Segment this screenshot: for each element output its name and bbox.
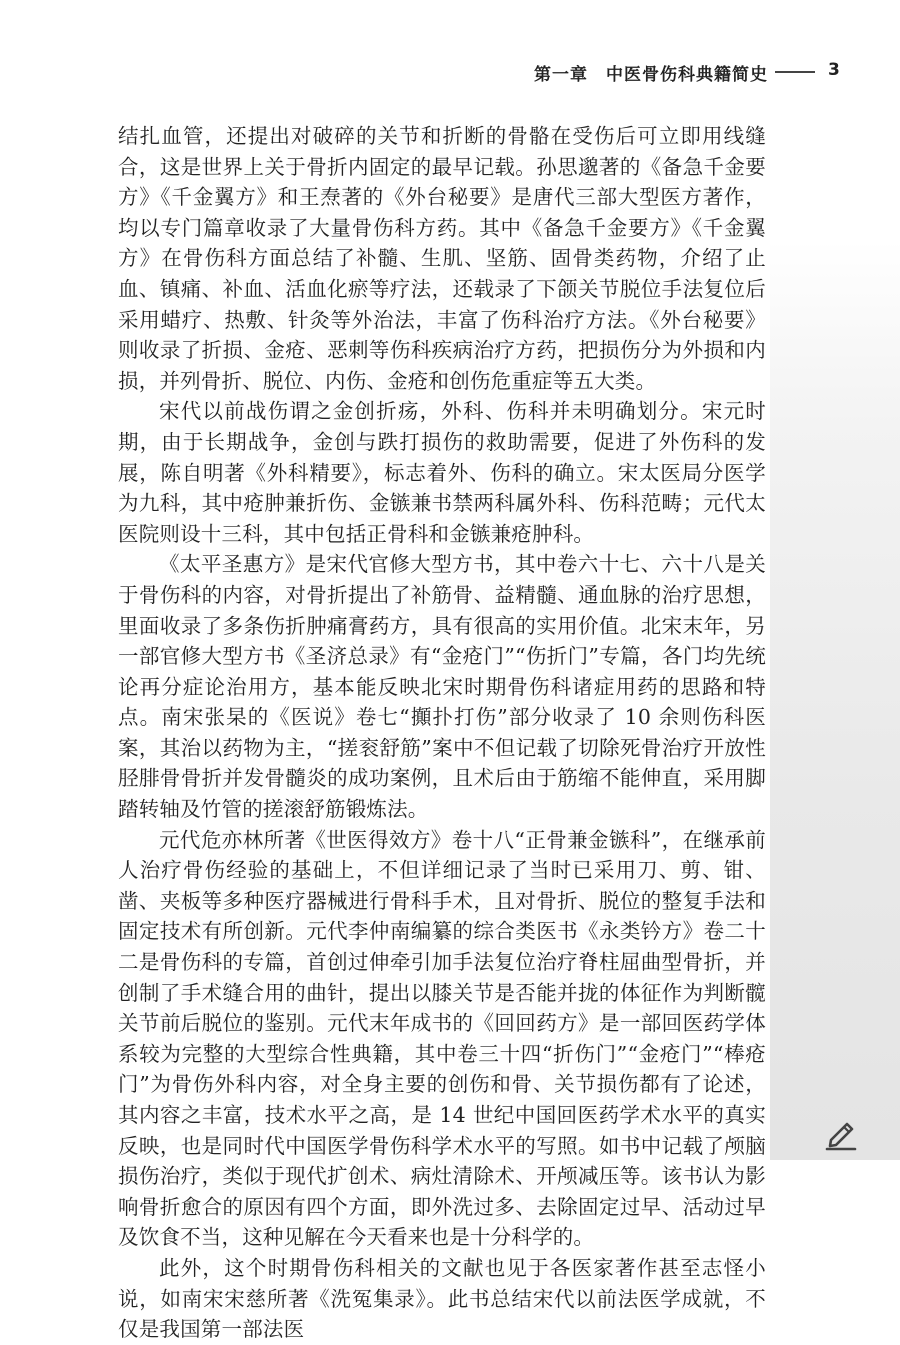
page-number: 3 <box>828 60 840 80</box>
chapter-title: 第一章 中医骨伤科典籍简史 <box>534 65 768 85</box>
body-text <box>118 121 766 1345</box>
pencil-icon <box>823 1115 859 1151</box>
paragraph-2: 宋代以前战伤谓之金创折疡，外科、伤科并未明确划分。宋元时期，由于长期战争，金创与跌打损伤的救助需要，促进了外伤科的发展，陈自明著《外科精要》，标志着外、伤科的确立。宋太医局分医学为九科，其中疮肿兼折伤、金镞兼书禁两科属外科、伤科范畴；元代太医院则设十三科，其中包括正骨科和金镞兼疮肿科。 <box>118 399 766 546</box>
header-rule <box>775 71 815 73</box>
running-header <box>0 58 900 88</box>
paragraph-1: 结扎血管，还提出对破碎的关节和折断的骨骼在受伤后可立即用线缝合，这是世界上关于骨折内固定的最早记载。孙思邈著的《备急千金要方》《千金翼方》和王焘著的《外台秘要》是唐代三部大型医方著作，均以专门篇章收录了大量骨伤科方药。其中《备急千金要方》《千金翼方》在骨伤科方面总结了补髓、生肌、坚筋、固骨类药物，介绍了止血、镇痛、补血、活血化瘀等疗法，还载录了下颌关节脱位手法复位后采用蜡疗、热敷、针灸等外治法，丰富了伤科治疗方法。《外台秘要》则收录了折损、金疮、恶刺等伤科疾病治疗方药，把损伤分为外损和内损，并列骨折、脱位、内伤、金疮和创伤危重症等五大类。 <box>118 124 766 393</box>
margin-shading <box>770 240 900 1160</box>
paragraph-4: 元代危亦林所著《世医得效方》卷十八“正骨兼金镞科”，在继承前人治疗骨伤经验的基础上，不但详细记录了当时已采用刀、剪、钳、凿、夹板等多种医疗器械进行骨科手术，且对骨折、脱位的整复手法和固定技术有所创新。元代李仲南编纂的综合类医书《永类钤方》卷二十二是骨伤科的专篇，首创过伸牵引加手法复位治疗脊柱屈曲型骨折，并创制了手术缝合用的曲针，提出以膝关节是否能并拢的体征作为判断髋关节前后脱位的鉴别。元代末年成书的《回回药方》是一部回医药学体系较为完整的大型综合性典籍，其中卷三十四“折伤门”“金疮门”“棒疮门”为骨伤外科内容，对全身主要的创伤和骨、关节损伤都有了论述，其内容之丰富，技术水平之高，是 14 世纪中国回医药学术水平的真实反映，也是同时代中国医学骨伤科学术水平的写照。如书中记载了颅脑损伤治疗，类似于现代扩创术、病灶清除术、开颅减压等。该书认为影响骨折愈合的原因有四个方面，即外洗过多、去除固定过早、活动过早及饮食不当，这种见解在今天看来也是十分科学的。 <box>118 827 766 1250</box>
paragraph-3: 《太平圣惠方》是宋代官修大型方书，其中卷六十七、六十八是关于骨伤科的内容，对骨折提出了补筋骨、益精髓、通血脉的治疗思想，里面收录了多条伤折肿痛膏药方，具有很高的实用价值。北宋末年，另一部官修大型方书《圣济总录》有“金疮门”“伤折门”专篇，各门均先统论再分症论治用方，基本能反映北宋时期骨伤科诸症用药的思路和特点。南宋张杲的《医说》卷七“攧扑打伤”部分收录了 10 余则伤科医案，其治以药物为主，“搓衮舒筋”案中不但记载了切除死骨治疗开放性胫腓骨骨折并发骨髓炎的成功案例，且术后由于筋缩不能伸直，采用脚踏转轴及竹管的搓滚舒筋锻炼法。 <box>118 552 766 822</box>
paragraph-5: 此外，这个时期骨伤科相关的文献也见于各医家著作甚至志怪小说，如南宋宋慈所著《洗冤集录》。此书总结宋代以前法医学成就，不仅是我国第一部法医 <box>118 1255 766 1342</box>
